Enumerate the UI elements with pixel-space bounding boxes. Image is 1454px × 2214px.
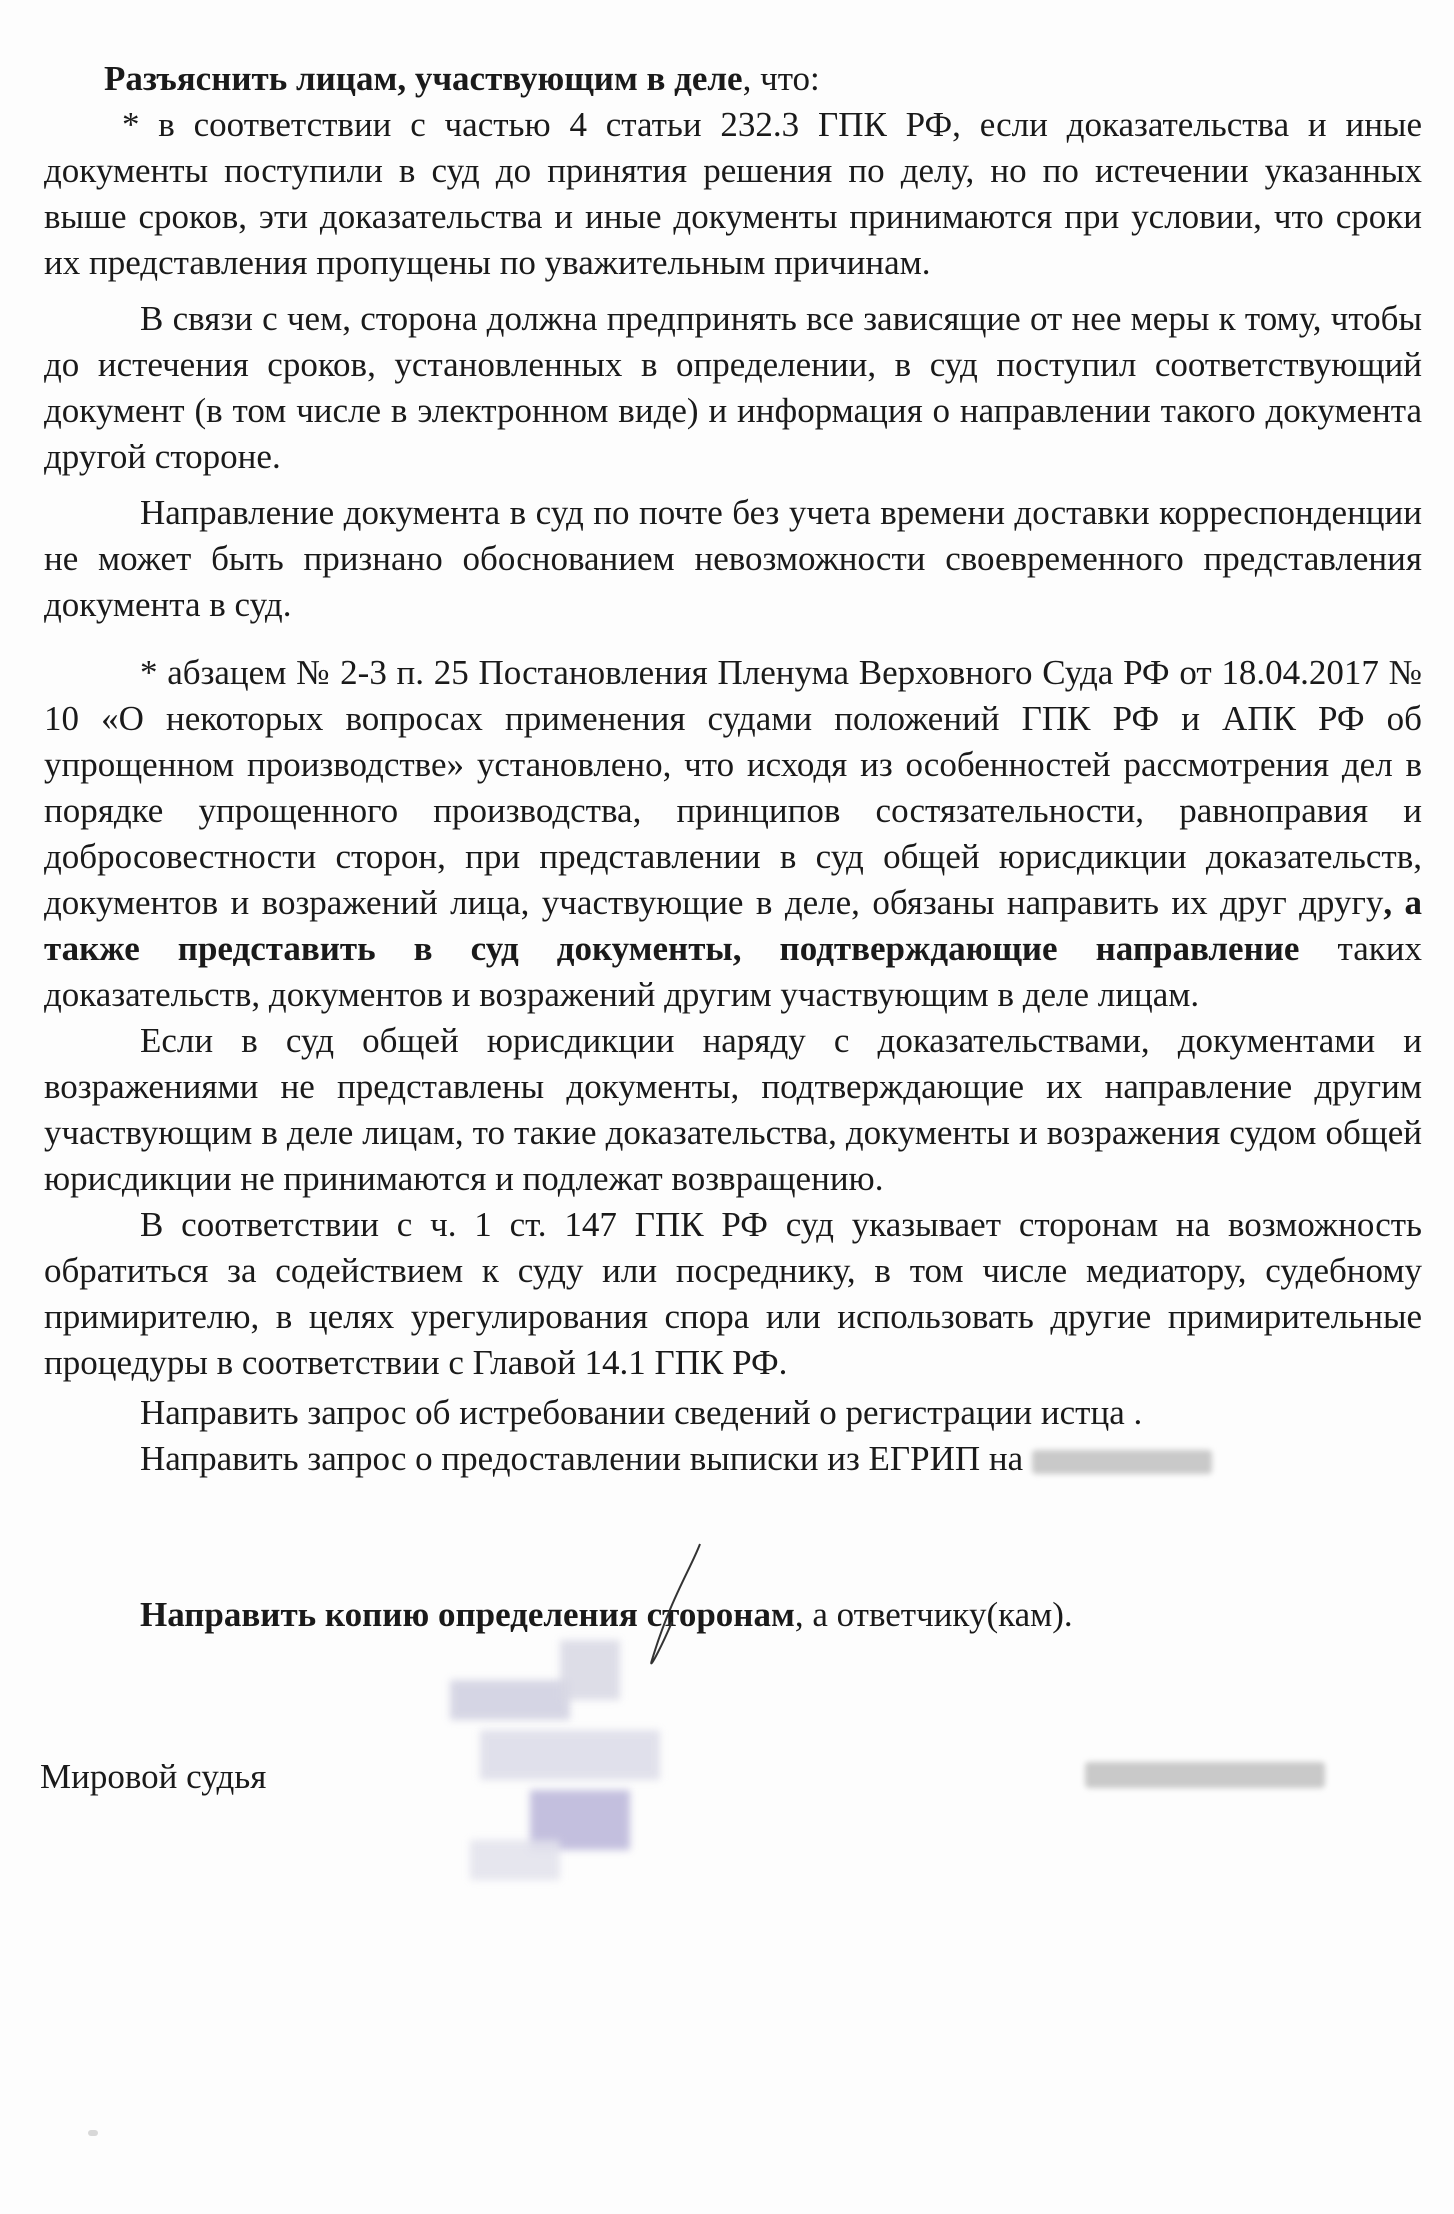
paragraph-send-copy: Направить копию определения сторонам, а ответчику(кам).: [140, 1595, 1073, 1634]
paragraph-article-232: * в соответствии с частью 4 статьи 232.3 ГПК РФ, если доказательства и иные документы поступили в суд до принятия решения по делу, но по истечении указанных выше сроков, эти доказательства и иные документы принимаются при условии, что сроки их представления пропущены по уважительным причинам.: [44, 105, 1422, 282]
plenum-bold-text: , а также представить в суд документы, подтверждающие направление: [44, 883, 1422, 968]
paragraph-plenum: * абзацем № 2-3 п. 25 Постановления Пленума Верховного Суда РФ от 18.04.2017 № 10 «О некоторых вопросах применения судами положений ГПК РФ и АПК РФ об упрощенном производстве» установлено, что исходя из особенностей рассмотрения дел в порядке упрощенного производства, принципов состязательности, равноправия и добросовестности сторон, при представлении в суд общей юрисдикции доказательств, документов и возражений лица, участвующие в деле, обязаны направить их друг другу, а также представить в суд документы, подтверждающие направление таких доказательств, документов и возражений другим участвующим в деле лицам.: [44, 653, 1422, 1014]
scan-artifact: [88, 2130, 98, 2136]
paragraph-article-147: В соответствии с ч. 1 ст. 147 ГПК РФ суд указывает сторонам на возможность обратиться за содействием к суду или посреднику, в том числе медиатору, судебному примирителю, в целях урегулирования спора или использовать другие примирительные процедуры в соответствии с Главой 14.1 ГПК РФ.: [44, 1205, 1422, 1382]
paragraph-explain: Разъяснить лицам, участвующим в деле, что:: [104, 59, 820, 98]
judge-name-redacted: [1085, 1762, 1325, 1788]
paragraph-mail: Направление документа в суд по почте без учета времени доставки корреспонденции не может быть признано обоснованием невозможности своевременного представления документа в суд.: [44, 493, 1422, 624]
signature-stamp-redacted: [440, 1640, 700, 1890]
send-copy-bold: Направить копию определения сторонам: [140, 1595, 795, 1634]
document-body: [44, 56, 1422, 1638]
paragraph-return: Если в суд общей юрисдикции наряду с доказательствами, документами и возражениями не представлены документы, подтверждающие их направление другим участвующим в деле лицам, то такие доказательства, документы и возражения судом общей юрисдикции не принимаются и подлежат возвращению.: [44, 1021, 1422, 1198]
paragraph-request-egrip: Направить запрос о предоставлении выписки из ЕГРИП на: [44, 1436, 1422, 1528]
redacted-name: [1032, 1450, 1212, 1474]
paragraph-measures: В связи с чем, сторона должна предпринять все зависящие от нее меры к тому, чтобы до истечения сроков, установленных в определении, в суд поступил соответствующий документ (в том числе в электронном виде) и информация о направлении такого документа другой стороне.: [44, 299, 1422, 476]
paragraph-request-registration: Направить запрос об истребовании сведений о регистрации истца .: [140, 1393, 1143, 1432]
judge-label: Мировой судья: [40, 1757, 267, 1796]
explain-heading: Разъяснить лицам, участвующим в деле: [104, 59, 743, 98]
